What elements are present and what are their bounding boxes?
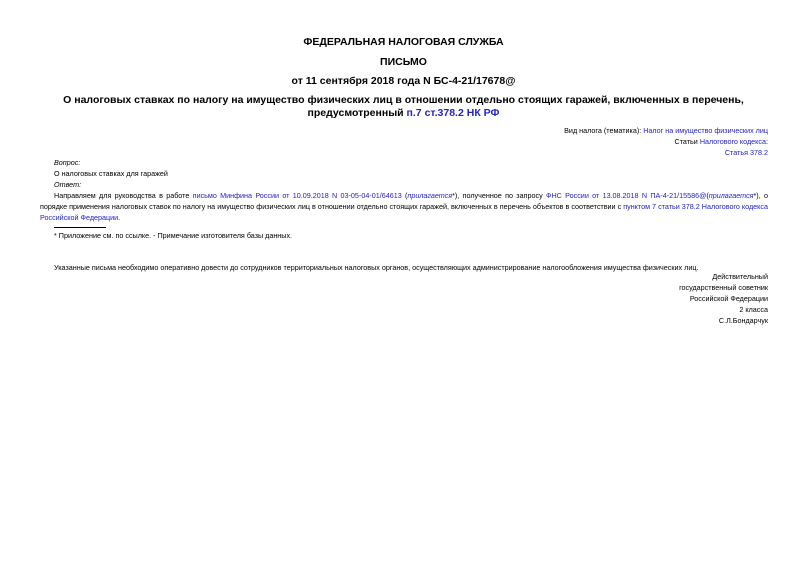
tax-code-article-link[interactable]: пунктом 7 статьи 378.2 Налогового кодекса Российской Федерации — [40, 202, 768, 222]
agency-heading: ФЕДЕРАЛЬНАЯ НАЛОГОВАЯ СЛУЖБА — [303, 36, 504, 48]
document-type-heading: ПИСЬМО — [380, 56, 427, 68]
fns-request-link[interactable]: ФНС России от 13.08.2018 N ПА-4-21/15586@ — [545, 191, 707, 200]
signature-rank-line-1: Действительный — [712, 272, 768, 281]
title-text: О налоговых ставках по налогу на имущество физических лиц в отношении отдельно стоящих гаражей, включенных в перечень, предусмотренный — [63, 94, 744, 119]
footnote-divider — [54, 227, 106, 228]
closing-paragraph: Указанные письма необходимо оперативно довести до сотрудников территориальных налоговых органов, осуществляющих администрирование налогообложения имущества физических лиц. — [54, 263, 699, 272]
minfin-letter-link[interactable]: письмо Минфина России от 10.09.2018 N 03-05-04-01/64613 — [192, 191, 402, 200]
p1-text-f: . — [118, 213, 121, 222]
signature-rank-line-2: государственный советник — [679, 283, 768, 292]
attachment-link-2[interactable]: прилагается — [708, 191, 754, 200]
code-articles-label: Статьи — [674, 137, 700, 146]
article-line — [725, 147, 768, 158]
code-articles-line — [675, 136, 768, 147]
question-label: Вопрос: — [54, 158, 81, 167]
tax-code-link[interactable]: Налогового кодекса — [699, 137, 766, 146]
title-article-link[interactable]: п.7 ст.378.2 НК РФ — [406, 107, 500, 119]
tax-type-link[interactable]: Налог на имущество физических лиц — [643, 126, 768, 135]
article-link[interactable]: Статья 378.2 — [724, 148, 768, 157]
p1-text-d: ( — [706, 191, 709, 200]
footnote-text: * Приложение см. по ссылке. - Примечание изготовителя базы данных. — [54, 231, 293, 240]
document-title — [40, 94, 767, 120]
tax-type-label: Вид налога (тематика): — [564, 126, 644, 135]
p1-text-a: Направляем для руководства в работе — [54, 191, 193, 200]
tax-type-line — [564, 125, 768, 136]
p1-text-b: ( — [401, 191, 408, 200]
signature-rank-line-3: Российской Федерации — [689, 294, 768, 303]
p1-text-e: *), о порядке применения налоговых ставок по налогу на имущество физических лиц в отношении отдельно стоящих гаражей, включенных в перечень объектов в соответствии с — [40, 191, 768, 211]
code-articles-colon: : — [766, 137, 768, 146]
signature-rank-line-4: 2 класса — [739, 305, 768, 314]
attachment-link-1[interactable]: прилагается — [407, 191, 453, 200]
answer-paragraph — [40, 190, 768, 223]
answer-label: Ответ: — [54, 180, 82, 189]
question-text: О налоговых ставках для гаражей — [54, 169, 168, 178]
p1-text-c: *), полученное по запросу — [452, 191, 546, 200]
signature-block — [679, 271, 768, 326]
signatory-name: С.Л.Бондарчук — [718, 316, 768, 325]
date-number-heading: от 11 сентября 2018 года N БС-4-21/17678@ — [291, 75, 516, 87]
